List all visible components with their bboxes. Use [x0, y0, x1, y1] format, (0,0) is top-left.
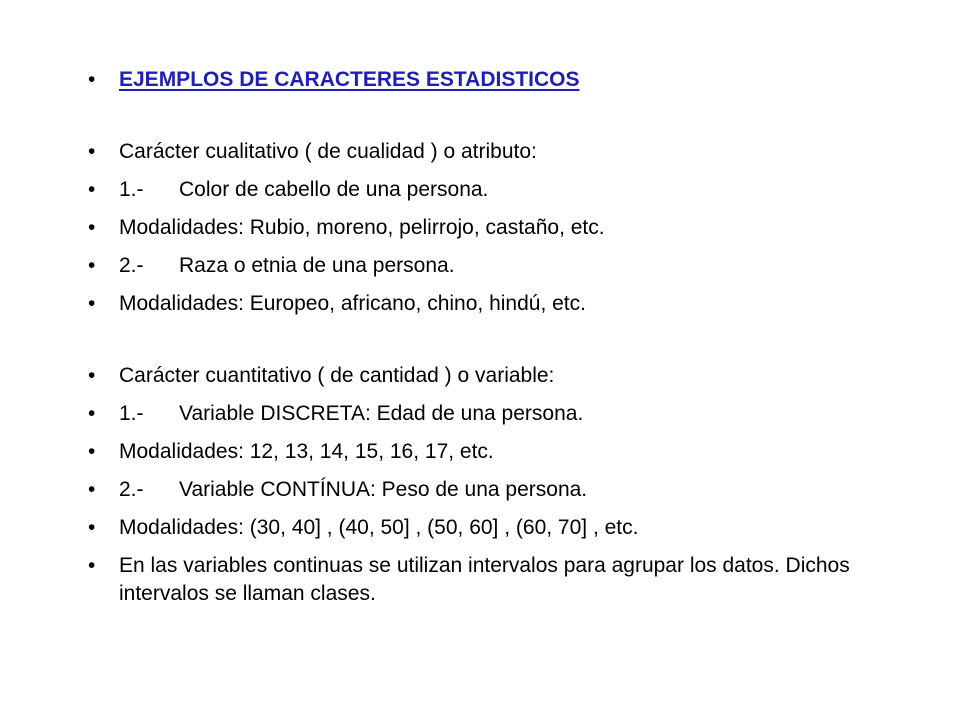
modalities-text: Modalidades: Europeo, africano, chino, hindú, etc.	[119, 292, 586, 315]
bullet-icon: •	[88, 292, 96, 315]
continuous-note-item	[88, 552, 928, 608]
qualitative-heading: Carácter cualitativo ( de cualidad ) o atributo:	[119, 140, 537, 163]
modalities-text: Modalidades: Rubio, moreno, pelirrojo, castaño, etc.	[119, 216, 605, 239]
quantitative-example-1	[88, 400, 928, 438]
qualitative-modalities-1	[88, 214, 928, 252]
bullet-icon: •	[88, 364, 96, 387]
continuous-note: En las variables continuas se utilizan intervalos para agrupar los datos. Dichos intervalos se llaman clases.	[119, 554, 850, 605]
modalities-text: Modalidades: (30, 40] , (40, 50] , (50, 60] , (60, 70] , etc.	[119, 516, 639, 539]
spacer	[88, 328, 928, 362]
qualitative-example-2	[88, 252, 928, 290]
example-text: Variable CONTÍNUA: Peso de una persona.	[179, 478, 588, 501]
example-text: Raza o etnia de una persona.	[179, 254, 455, 277]
example-number: 1.-	[119, 178, 144, 201]
bullet-icon: •	[88, 178, 96, 201]
slide-title: EJEMPLOS DE CARACTERES ESTADISTICOS	[119, 68, 580, 91]
bullet-icon: •	[88, 402, 96, 425]
example-number: 2.-	[119, 254, 144, 277]
bullet-icon: •	[88, 554, 96, 577]
spacer	[88, 104, 928, 138]
qualitative-modalities-2	[88, 290, 928, 328]
qualitative-example-1	[88, 176, 928, 214]
bullet-icon: •	[88, 68, 96, 91]
quantitative-modalities-1	[88, 438, 928, 476]
example-text: Variable DISCRETA: Edad de una persona.	[179, 402, 584, 425]
quantitative-heading-item	[88, 362, 928, 400]
example-number: 1.-	[119, 402, 144, 425]
bullet-icon: •	[88, 478, 96, 501]
bullet-icon: •	[88, 140, 96, 163]
bullet-icon: •	[88, 516, 96, 539]
quantitative-heading: Carácter cuantitativo ( de cantidad ) o variable:	[119, 364, 555, 387]
modalities-text: Modalidades: 12, 13, 14, 15, 16, 17, etc.	[119, 440, 494, 463]
qualitative-heading-item	[88, 138, 928, 176]
bullet-icon: •	[88, 254, 96, 277]
bullet-icon: •	[88, 216, 96, 239]
example-number: 2.-	[119, 478, 144, 501]
quantitative-modalities-2	[88, 514, 928, 552]
example-text: Color de cabello de una persona.	[179, 178, 489, 201]
quantitative-example-2	[88, 476, 928, 514]
bullet-icon: •	[88, 440, 96, 463]
bullet-list	[88, 66, 928, 608]
title-item	[88, 66, 928, 104]
